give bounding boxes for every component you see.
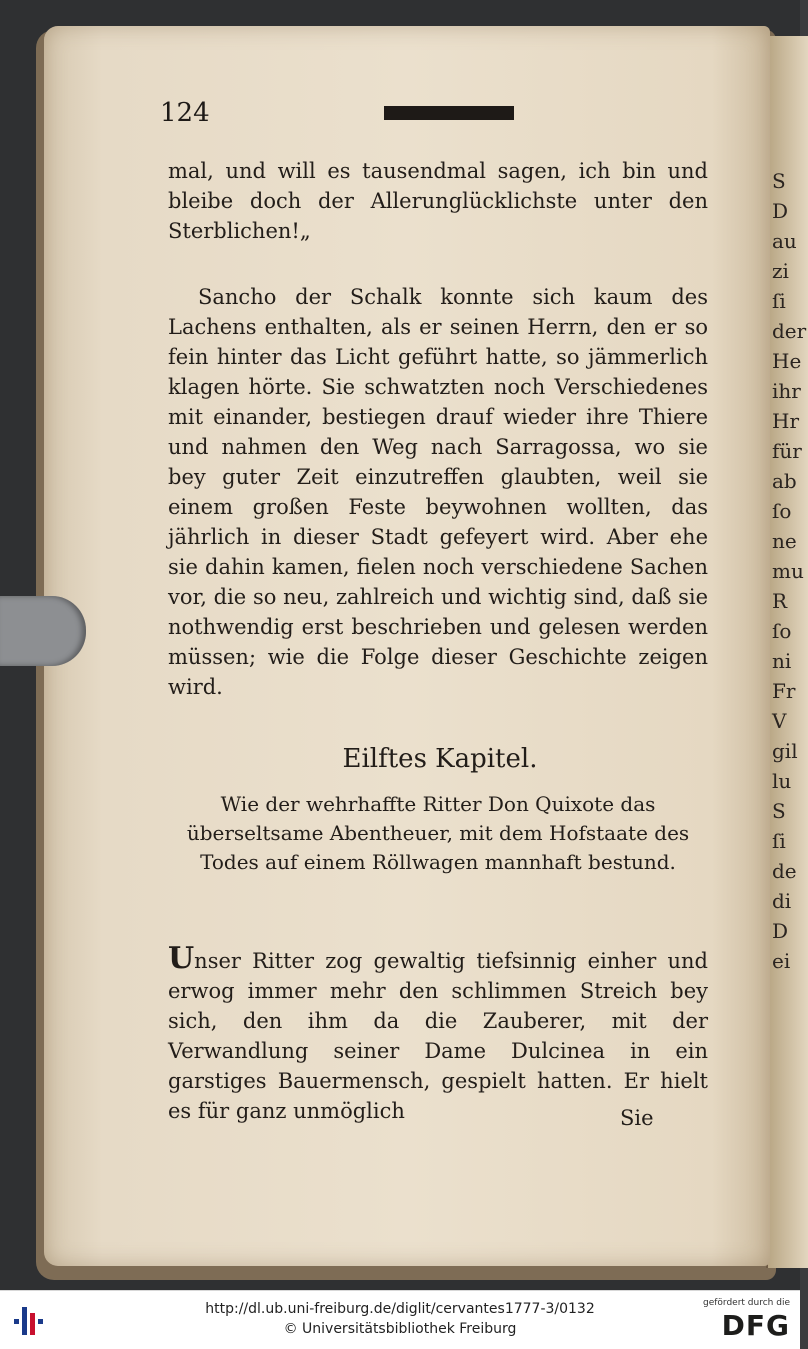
copyright-notice: © Universitätsbibliothek Freiburg	[283, 1321, 517, 1337]
next-page-glyph: mu	[772, 559, 804, 583]
next-page-glyph: ni	[772, 649, 792, 673]
next-page-glyph: S	[772, 169, 786, 193]
initial-letter: U	[168, 941, 195, 976]
page-clip	[0, 596, 86, 666]
footer-bar	[0, 1290, 800, 1349]
permalink-url[interactable]: http://dl.ub.uni-freiburg.de/diglit/cervantes1777-3/0132	[205, 1301, 595, 1317]
next-page-glyph: au	[772, 229, 797, 253]
page-number: 124	[160, 98, 210, 128]
next-page-glyph: R	[772, 589, 788, 613]
next-page-glyph: de	[772, 859, 797, 883]
next-page-glyph: ei	[772, 949, 791, 973]
next-page-text	[772, 166, 806, 976]
next-page-glyph: D	[772, 199, 789, 223]
chapter-title: Eilftes Kapitel.	[342, 744, 538, 774]
next-page-edge	[766, 36, 808, 1268]
next-page-glyph: ſi	[772, 829, 786, 853]
next-page-glyph: der	[772, 319, 807, 343]
next-page-glyph: ſo	[772, 499, 792, 523]
paragraph-chapter-start	[168, 941, 708, 1126]
next-page-glyph: ne	[772, 529, 797, 553]
next-page-glyph: S	[772, 799, 786, 823]
paragraph-text: Sancho der Schalk konnte sich kaum des Lachens enthalten, als er seinen Herrn, den er so fein hinter das Licht geführt hatte, so jämmerlich klagen hörte. Sie schwatzten noch Verschiedenes mit einander, bestiegen drauf wieder ihre Thiere und nahmen den Weg nach Sarragossa, wo sie bey guter Zeit einzutreffen glaubten, weil sie einem großen Feste beywohnen wollten, das jährlich in dieser Stadt gefeyert wird. Aber ehe sie dahin kamen, fielen noch verschiedene Sachen vor, die so neu, zahlreich und wichtig sind, daß sie nothwendig erst beschrieben und gelesen werden müssen; wie die Folge dieser Geschichte zeigen wird.	[168, 285, 708, 699]
paragraph-text: nser Ritter zog gewaltig tiefsinnig einher und erwog immer mehr den schlimmen Streich bey sich, den ihm da die Zauberer, mit der Verwandlung seiner Dame Dulcinea in ein garstiges Bauermensch, gespielt hatten. Er hielt es für ganz unmöglich	[168, 949, 708, 1123]
next-page-glyph: ihr	[772, 379, 801, 403]
next-page-glyph: He	[772, 349, 802, 373]
catchword: Sie	[620, 1106, 654, 1130]
paragraph-continued	[168, 156, 708, 246]
next-page-glyph: ſo	[772, 619, 792, 643]
next-page-glyph: D	[772, 919, 789, 943]
paragraph-text: mal, und will es tausendmal sagen, ich bin und bleibe doch der Allerunglücklichste unter den Sterblichen!„	[168, 159, 708, 243]
next-page-glyph: ſi	[772, 289, 786, 313]
next-page-glyph: di	[772, 889, 792, 913]
chapter-summary: Wie der wehrhaffte Ritter Don Quixote das überseltsame Abentheuer, mit dem Hofstaate des Todes auf einem Röllwagen mannhaft bestund.	[186, 792, 690, 874]
next-page-glyph: ab	[772, 469, 797, 493]
paragraph-sancho	[168, 282, 708, 702]
next-page-glyph: Hr	[772, 409, 800, 433]
funder-label: gefördert durch die	[703, 1298, 790, 1308]
dfg-logo[interactable]: DFG	[721, 1309, 790, 1342]
next-page-glyph: gil	[772, 739, 798, 763]
page-header	[160, 98, 720, 138]
next-page-glyph: V	[772, 709, 787, 733]
next-page-glyph: Fr	[772, 679, 796, 703]
next-page-glyph: für	[772, 439, 802, 463]
next-page-glyph: lu	[772, 769, 792, 793]
header-ornament-bar	[384, 106, 514, 120]
next-page-glyph: zi	[772, 259, 789, 283]
